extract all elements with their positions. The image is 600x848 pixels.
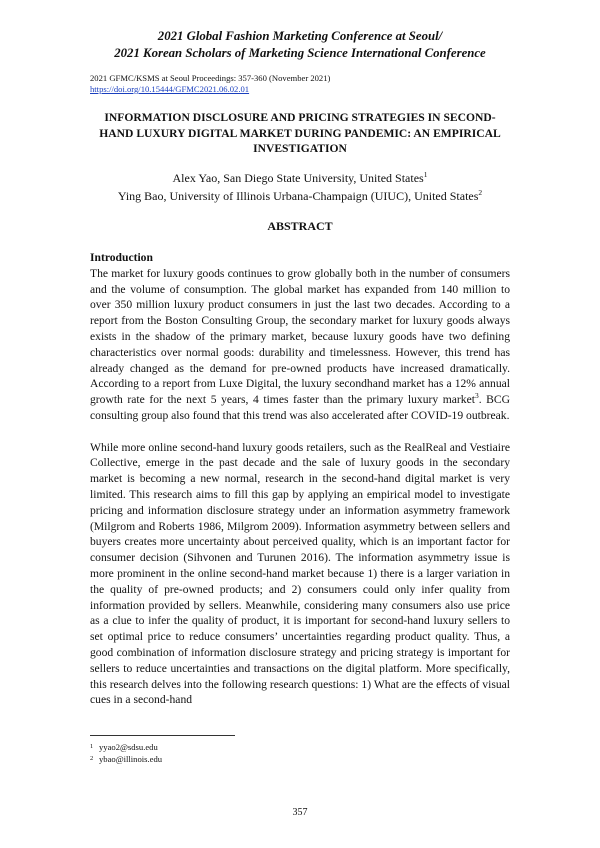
footnote-1-number: 1 [90,743,94,750]
page-number: 357 [292,807,308,818]
footnote-2-number: 2 [90,755,94,762]
conference-header [0,28,600,62]
proceedings-citation: 2021 GFMC/KSMS at Seoul Proceedings: 357-360 (November 2021) [90,73,331,83]
abstract-heading: ABSTRACT [267,219,333,233]
doi-link[interactable]: https://doi.org/10.15444/GFMC2021.06.02.01 [90,84,250,94]
author-1-affiliation: Alex Yao, San Diego State University, United States [172,171,424,185]
footnote-1 [90,741,162,753]
conference-header-line2: 2021 Korean Scholars of Marketing Science International Conference [114,46,486,60]
abstract-body [90,250,510,708]
footnote-divider [90,735,235,736]
author-2-footnote-mark: 2 [478,187,483,197]
author-list [70,170,530,205]
paper-title: INFORMATION DISCLOSURE AND PRICING STRATEGIES IN SECOND-HAND LUXURY DIGITAL MARKET DURING PANDEMIC: AN EMPIRICAL INVESTIGATION [99,111,501,155]
proceedings-info [90,73,330,95]
author-1-footnote-mark: 1 [423,170,428,179]
author-2 [70,188,530,206]
conference-header-line1: 2021 Global Fashion Marketing Conference at Seoul/ [157,29,443,43]
paragraph-1-text: The market for luxury goods continues to grow globally both in the number of consumers and the volume of consumption. The global market has expanded from 140 million to over 350 million luxury product consumers in just the last two decades. According to a report from the Boston Consulting Group, the secondary market for luxury goods always exists in the shadow of the primary market, because luxury goods have two defining characteristics over normal goods: durability and timelessness. However, this trend has already changed as the demand for pre-owned products have increased dramatically. According to a report from Luxe Digital, the luxury secondhand market has a 12% annual growth rate for the next 5 years, 4 times faster than the primary luxury market [90,266,510,407]
author-2-affiliation: Ying Bao, University of Illinois Urbana-Champaign (UIUC), United States [117,188,479,203]
footnote-mark-3: 3 [474,391,479,401]
footnote-1-email: yyao2@sdsu.edu [99,742,158,752]
paragraph-1-text-end: . BCG consulting group also found that this trend was also accelerated after COVID-19 outbreak. [90,393,510,422]
author-1 [70,170,530,188]
footnote-2-email: ybao@illinois.edu [99,754,163,764]
paragraph-2: While more online second-hand luxury goods retailers, such as the RealReal and Vestiaire Collective, emerge in the past decade and the sale of luxury goods in the secondary market is becoming a new normal, research in the second-hand digital market is very limited. This research aims to fill this gap by applying an empirical model to investigate pricing and information disclosure strategy under an information asymmetry framework (Milgrom and Roberts 1986, Milgrom 2009). Information asymmetry between sellers and buyers creates more uncertainty about perceived quality, which is an important factor for consumer decision (Sihvonen and Turunen 2016). The information asymmetry issue is more prominent in the online second-hand market because 1) there is a larger variation in the quality of pre-owned products; and 2) consumers could only infer quality from information provided by sellers. Meanwhile, considering many consumers also use price as a clue to infer the quality of product, it is important for second-hand luxury sellers to set optimal price to reduce consumers’ uncertainties regarding product quality. Thus, a good combination of information disclosure strategy and pricing strategy is important for sellers to reduce uncertainties and transactions on the digital platform. More specifically, this research delves into the following research questions: 1) What are the effects of visual cues in a second-hand [90,440,510,707]
paragraph-1 [90,266,510,424]
footnote-2 [90,753,162,765]
section-heading: Introduction [90,251,153,264]
footnotes [90,741,162,765]
